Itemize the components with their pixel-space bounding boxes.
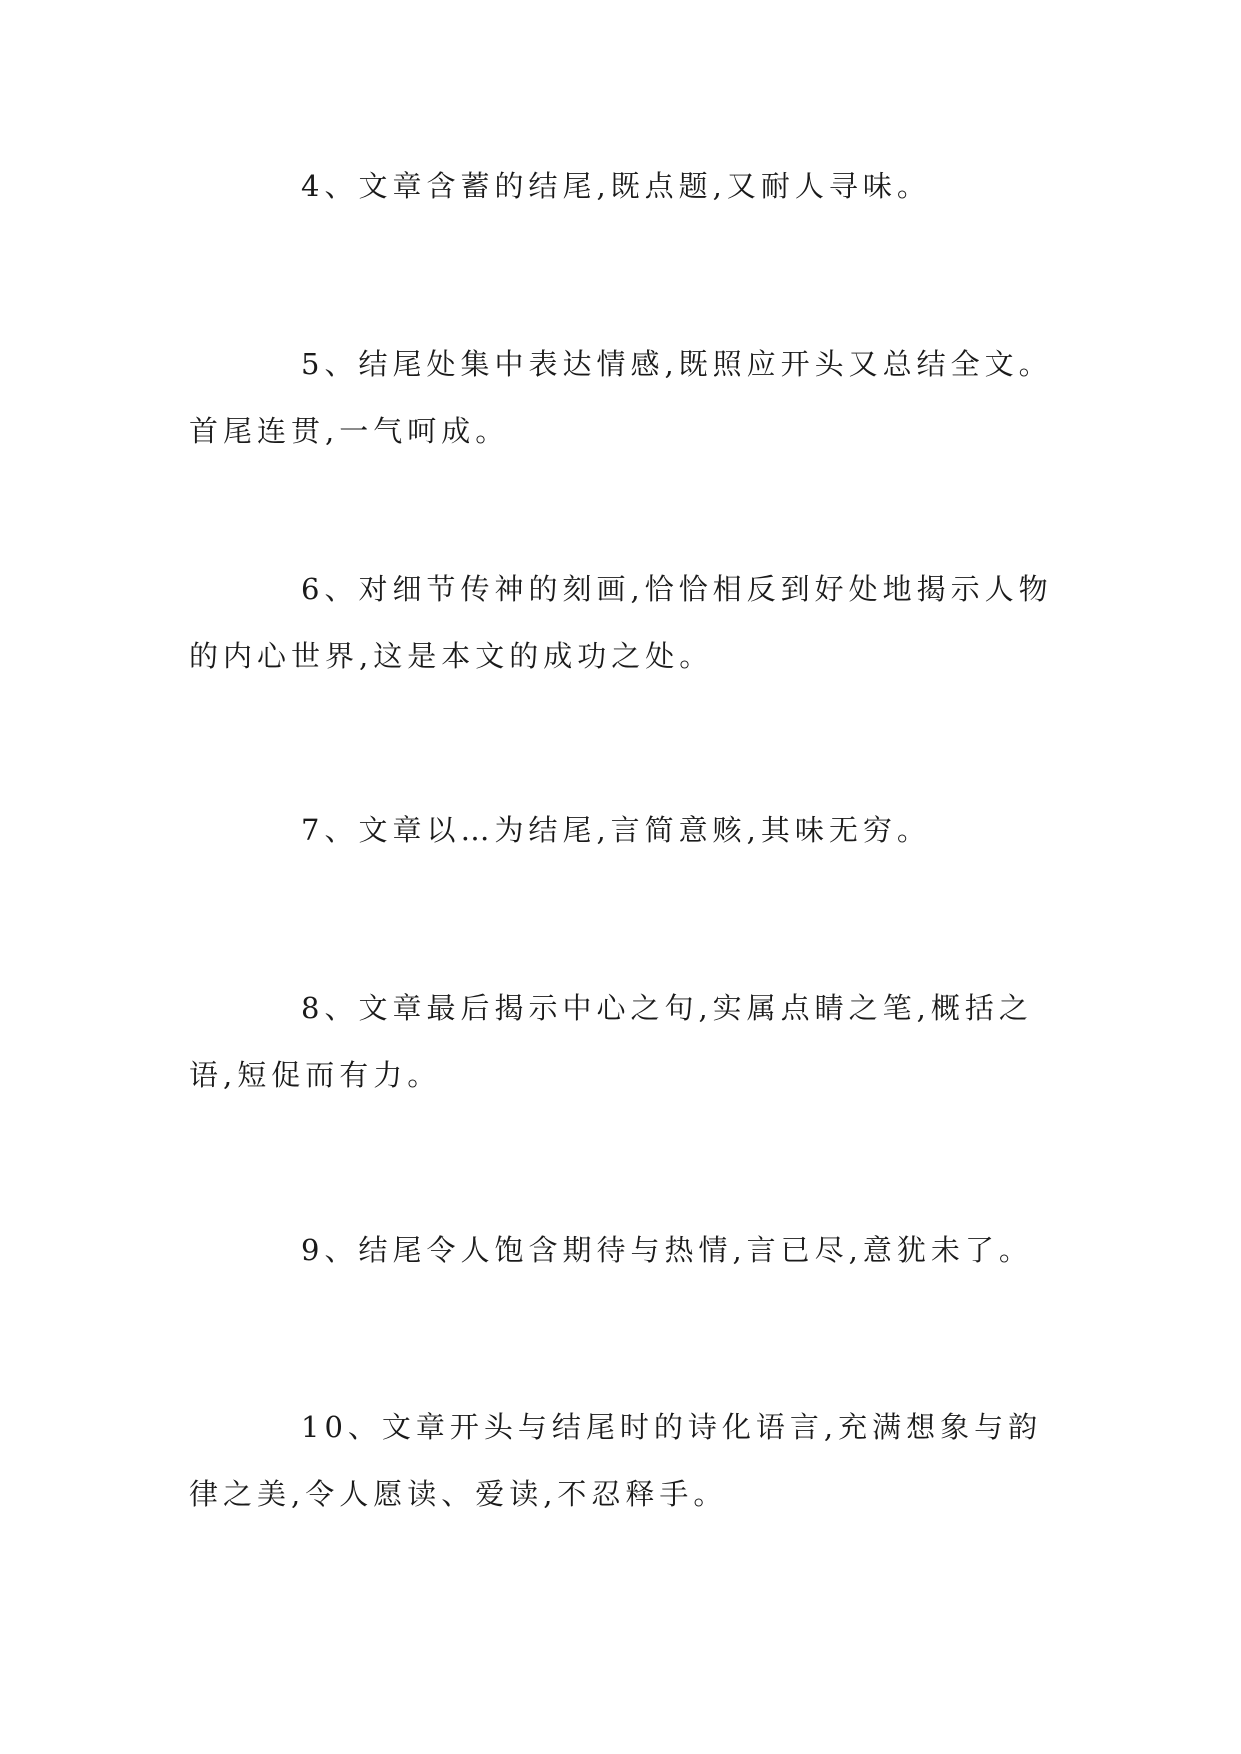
paragraph-10: 10、文章开头与结尾时的诗化语言,充满想象与韵律之美,令人愿读、爱读,不忍释手。 bbox=[189, 1410, 1043, 1511]
paragraph-6: 6、对细节传神的刻画,恰恰相反到好处地揭示人物的内心世界,这是本文的成功之处。 bbox=[189, 572, 1053, 673]
paragraph-9: 9、结尾令人饱含期待与热情,言已尽,意犹未了。 bbox=[301, 1233, 1033, 1267]
paragraph-7: 7、文章以…为结尾,言简意赅,其味无穷。 bbox=[301, 813, 931, 847]
paragraph-5: 5、结尾处集中表达情感,既照应开头又总结全文。首尾连贯,一气呵成。 bbox=[189, 347, 1053, 448]
paragraph-8: 8、文章最后揭示中心之句,实属点睛之笔,概括之语,短促而有力。 bbox=[189, 991, 1033, 1092]
paragraph-4: 4、文章含蓄的结尾,既点题,又耐人寻味。 bbox=[301, 169, 931, 203]
